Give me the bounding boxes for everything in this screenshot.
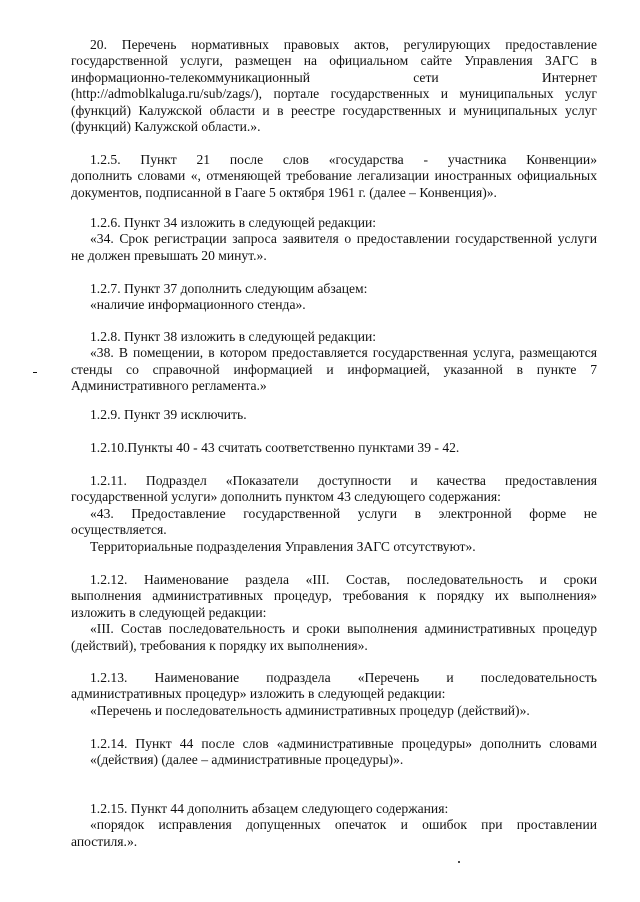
text-line: 20. Перечень нормативных правовых актов, регулирующих предоставление (90, 37, 597, 52)
text-line: «43. Предоставление государственной услуги в электронной форме не (90, 505, 597, 521)
text-line: 1.2.9. Пункт 39 исключить. (90, 407, 247, 422)
text-line: 1.2.15. Пункт 44 дополнить абзацем следующего содержания: (90, 801, 449, 816)
text-line: (действий), требования к порядку их выполнения». (71, 637, 368, 653)
text-line: «наличие информационного стенда». (90, 297, 306, 313)
text-line: 1.2.7. Пункт 37 дополнить следующим абзацем: (90, 281, 368, 296)
text-line: 1.2.8. Пункт 38 изложить в следующей редакции: (90, 329, 377, 344)
text-line: 1.2.14. Пункт 44 после слов «административные процедуры» дополнить словами (90, 736, 597, 751)
paragraph-item-20 (71, 37, 597, 135)
paragraph-1-2-15 (71, 801, 597, 850)
text-line: выполнения административных процедур, требования к порядку их выполнения» (71, 588, 597, 604)
text-line: государственной услуги, размещен на официальном сайте Управления ЗАГС в (71, 53, 597, 69)
scan-dot-mark (458, 861, 460, 863)
text-line: «34. Срок регистрации запроса заявителя о предоставлении государственной услуги (90, 231, 597, 247)
paragraph-1-2-5 (71, 152, 597, 201)
paragraph-1-2-8 (71, 329, 597, 395)
paragraph-1-2-6 (71, 215, 597, 264)
text-line: осуществляется. (71, 522, 167, 538)
paragraph-1-2-11 (71, 473, 597, 555)
text-line: административных процедур» изложить в следующей редакции: (71, 686, 446, 702)
text-line: стенды со справочной информацией и информацией, указанной в пункте 7 (71, 361, 597, 377)
paragraph-1-2-7 (71, 281, 597, 314)
paragraph-1-2-13 (71, 670, 597, 719)
text-line: 1.2.5. Пункт 21 после слов «государства - участника Конвенции» (90, 152, 597, 167)
text-line: 1.2.10.Пункты 40 - 43 считать соответственно пунктами 39 - 42. (90, 440, 460, 455)
text-line: «38. В помещении, в котором предоставляется государственная услуга, размещаются (90, 345, 597, 361)
paragraph-1-2-10 (71, 440, 597, 456)
text-line: не должен превышать 20 минут.». (71, 247, 267, 263)
text-line: 1.2.11. Подраздел «Показатели доступности и качества предоставления (90, 473, 597, 488)
text-line: 1.2.12. Наименование раздела «III. Состав, последовательность и сроки (90, 572, 597, 587)
paragraph-1-2-12 (71, 572, 597, 654)
text-line: 1.2.6. Пункт 34 изложить в следующей редакции: (90, 215, 377, 230)
paragraph-1-2-14 (71, 736, 597, 769)
text-line: Территориальные подразделения Управления ЗАГС отсутствуют». (90, 538, 476, 554)
text-line: документов, подписанной в Гааге 5 октября 1961 г. (далее – Конвенция)». (71, 184, 497, 200)
text-line: государственной услуги» дополнить пунктом 43 следующего содержания: (71, 489, 501, 505)
text-line: изложить в следующей редакции: (71, 604, 267, 620)
text-line: (http://admoblkaluga.ru/sub/zags/), портале государственных и муниципальных услуг (71, 86, 597, 102)
text-line: информационно-телекоммуникационный сети Интернет (71, 69, 597, 85)
text-line: «III. Состав последовательность и сроки выполнения административных процедур (90, 621, 597, 637)
text-line: «порядок исправления допущенных опечаток и ошибок при проставлении (90, 817, 597, 833)
text-line: «(действия) (далее – административные процедуры)». (90, 752, 404, 768)
text-line: 1.2.13. Наименование подраздела «Перечень и последовательность (90, 670, 597, 685)
text-line: (функций) Калужской области и в реестре государственных и муниципальных услуг (71, 102, 597, 118)
text-line: апостиля.». (71, 833, 138, 849)
paragraph-1-2-9 (71, 407, 597, 423)
text-line: Административного регламента.» (71, 378, 267, 394)
margin-dash-mark (33, 372, 37, 373)
text-line: (функций) Калужской области.». (71, 119, 261, 135)
text-line: дополнить словами «, отменяющей требование легализации иностранных официальных (71, 168, 597, 184)
text-line: «Перечень и последовательность административных процедур (действий)». (90, 702, 530, 718)
